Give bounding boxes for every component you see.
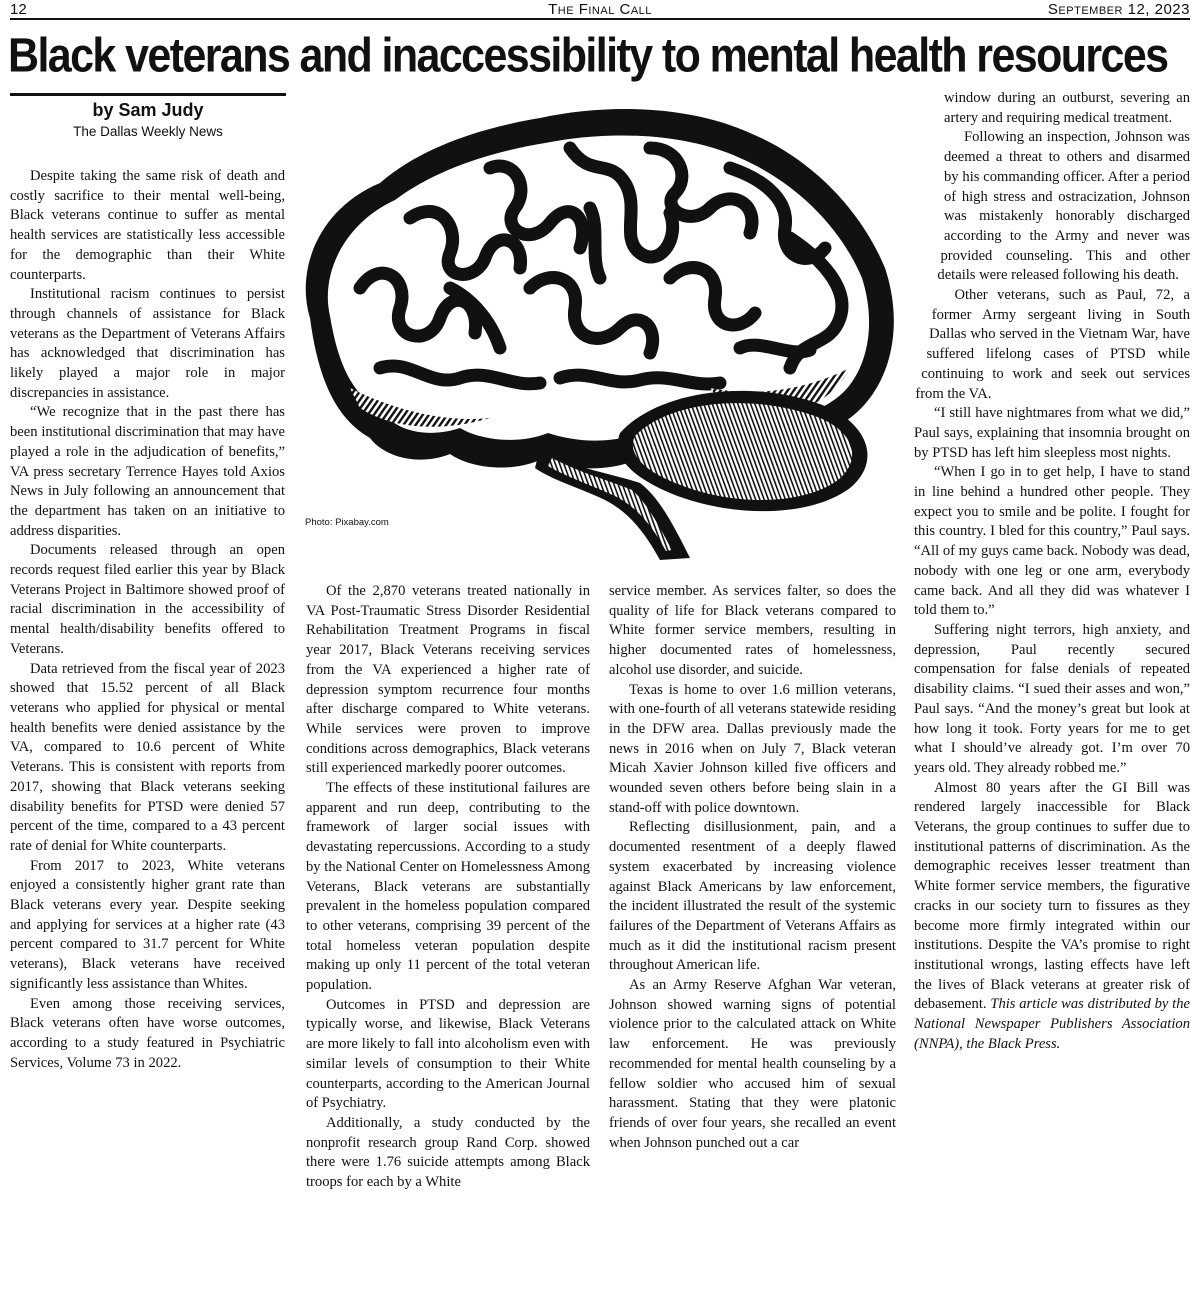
article-column-4	[914, 89, 1190, 1054]
issue-date: September 12, 2023	[1047, 1, 1190, 18]
article-column-2	[306, 582, 590, 1193]
page-number: 12	[10, 1, 27, 18]
paragraph: Despite taking the same risk of death and costly sacrifice to their mental well-being, Black veterans continue to suffer as mental health services are statistically less accessible for the demographic than their White counterparts.	[10, 168, 285, 283]
paragraph: From 2017 to 2023, White veterans enjoyed a consistently higher grant rate than Black veterans every year. Despite seeking and applying for services at a higher rate (43 percent compared to 31.7 percent for White veterans), Black veterans have received significantly less assistance than Whites.	[10, 857, 285, 992]
paragraph: Other veterans, such as Paul, 72, a former Army sergeant living in South Dallas who served in the Vietnam War, have suffered lifelong cases of PTSD while continuing to work and seek out services from the VA.	[915, 287, 1190, 402]
publication-name: The Final Call	[548, 1, 652, 18]
byline	[10, 93, 286, 139]
brain-illustration	[290, 88, 910, 566]
paragraph: Data retrieved from the fiscal year of 2023 showed that 15.52 percent of all Black veterans who applied for physical or mental health benefits were denied assistance by the VA, compared to 10.6 percent of White Veterans. This is consistent with reports from 2017, showing that Black veterans seeking disability benefits for PTSD were denied 57 percent of the time, compared to a 43 percent rate of denial for White counterparts.	[10, 660, 285, 854]
paragraph	[914, 779, 1190, 1055]
page-header	[10, 0, 1190, 20]
paragraph: Even among those receiving services, Black veterans often have worse outcomes, according to a study featured in Psychiatric Services, Volume 73 in 2022.	[10, 995, 285, 1071]
article-column-3	[609, 582, 896, 1153]
paragraph: “When I go in to get help, I have to stand in line behind a hundred other people. They expect you to smile and be polite. I fought for this country. I bled for this country,” Paul says. “All of my guys came back. Nobody was dead, nobody with one leg or one arm, everybody came back. And all they did was whatever I told them to.”	[914, 464, 1190, 619]
paragraph: “We recognize that in the past there has been institutional discrimination that may have played a role in the adjudication of benefits,” VA press secretary Terrence Hayes told Axios News in July following an announcement that the department has taken on an initiative to address disparities.	[10, 404, 285, 539]
closing-note: This article was distributed by the National Newspaper Publishers Association (NNPA), the Black Press.	[914, 996, 1190, 1052]
paragraph: Of the 2,870 veterans treated nationally in VA Post-Traumatic Stress Disorder Residential Rehabilitation Treatment Programs in fiscal year 2017, Black Veterans receiving services from the VA experienced a higher rate of depression symptom recurrence four months after discharge compared to White veterans. While services were proven to improve conditions across demographics, Black veterans still experienced markedly poorer outcomes.	[306, 583, 590, 777]
paragraph: Outcomes in PTSD and depression are typically worse, and likewise, Black Veterans are more likely to fall into alcoholism even with similar levels of consumption to their White counterparts, according to the American Journal of Psychiatry.	[306, 996, 590, 1112]
paragraph: service member. As services falter, so does the quality of life for Black veterans compared to White former service members, resulting in higher documented rates of homelessness, alcohol use disorder, and suicide.	[609, 583, 896, 678]
photo-credit: Photo: Pixabay.com	[305, 517, 389, 528]
article-column-1	[10, 167, 285, 1073]
paragraph: The effects of these institutional failures are apparent and run deep, contributing to the framework of larger social issues with devastating repercussions. According to a study by the National Center on Homelessness Among Veterans, Black veterans are substantially prevalent in the homeless population compared to other veterans, comprising 39 percent of the total homeless veteran population despite making up only 11 percent of the total veteran population.	[306, 780, 590, 994]
paragraph: Suffering night terrors, high anxiety, and depression, Paul recently secured compensation for false denials of repeated disability claims. “I sued their asses and won,” Paul says. “And the money’s great but look at how long it took. Forty years for me to get what I should’ve already got. I’m over 70 years old. They already robbed me.”	[914, 621, 1190, 776]
paragraph: As an Army Reserve Afghan War veteran, Johnson showed warning signs of potential violence prior to the calculated attack on White law enforcement. He was previously recommended for mental health counseling by a fellow soldier who accused him of sexual harassment. Stating that they were platonic friends of over four years, she recalled an event when Johnson punched out a car	[609, 977, 896, 1151]
article-headline: Black veterans and inaccessibility to mental health resources	[8, 29, 1168, 83]
source-outlet: The Dallas Weekly News	[73, 124, 223, 139]
paragraph: Texas is home to over 1.6 million veterans, with one-fourth of all veterans statewide residing in the DFW area. Dallas previously made the news in 2016 when on July 7, Black veteran Micah Xavier Johnson killed five officers and wounded seven others before being slain in a stand-off with police downtown.	[609, 681, 896, 816]
paragraph: Institutional racism continues to persist through channels of assistance for Black veterans as the Department of Veterans Affairs has acknowledged that discrimination has likely played a major role in major discrepancies in assistance.	[10, 286, 285, 401]
paragraph: Additionally, a study conducted by the nonprofit research group Rand Corp. showed there were 1.76 suicide attempts among Black troops for each by a White	[306, 1114, 590, 1191]
paragraph: window during an outburst, severing an artery and requiring medical treatment.	[944, 90, 1190, 126]
paragraph: “I still have nightmares from what we did,” Paul says, explaining that insomnia brought on by PTSD has left him sleepless most nights.	[914, 405, 1190, 461]
paragraph-text: Almost 80 years after the GI Bill was rendered largely inaccessible for Black Veterans, the group continues to suffer due to institutional patterns of discrimination. As the demographic receives lesser treatment than White former service members, the figurative cracks in our society turn to fissures as they become more firmly integrated within our institutions. Despite the VA’s promise to right institutional wrongs, lasting effects have left the lives of Black veterans at greater risk of debasement.	[914, 779, 1190, 1013]
author-name: by Sam Judy	[92, 100, 204, 120]
paragraph: Following an inspection, Johnson was deemed a threat to others and disarmed by his commanding officer. After a period of high stress and ostracization, Johnson was mistakenly honorably discharged according to the Army and never was provided counseling. This and other details were released following his death.	[937, 129, 1190, 284]
paragraph: Reflecting disillusionment, pain, and a documented resentment of a deeply flawed system exacerbated by increasing violence against Black Americans by law enforcement, the incident illustrated the result of the systemic failures of the Department of Veterans Affairs as much as it did the institutional racism present throughout American life.	[609, 819, 896, 974]
paragraph: Documents released through an open records request filed earlier this year by Black Veterans Project in Baltimore showed proof of racial discrimination in the accessibility of mental health/disability benefits offered to Veterans.	[10, 542, 285, 657]
